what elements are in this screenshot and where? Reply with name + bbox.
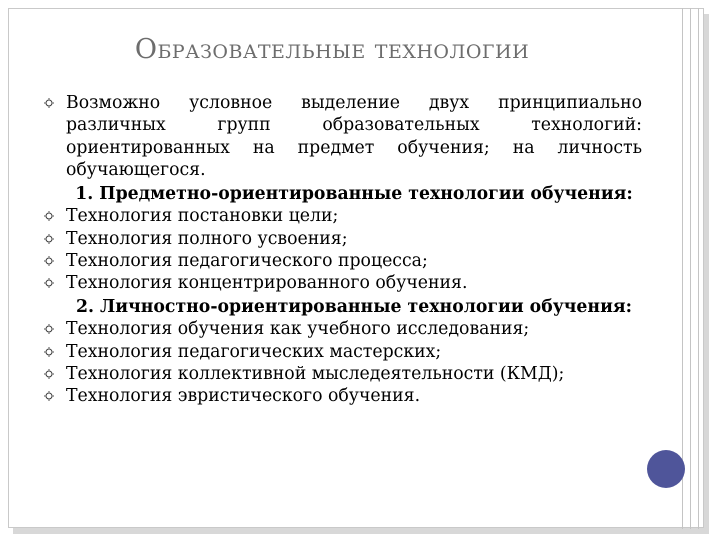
- sun-bullet-icon: [44, 347, 54, 357]
- intro-item: [44, 92, 642, 182]
- decor-rail: [690, 8, 691, 529]
- list-item: [44, 341, 642, 363]
- sun-bullet-icon: [44, 234, 54, 244]
- sun-bullet-icon: [44, 391, 54, 401]
- list-item: [44, 385, 642, 407]
- group2-heading: 2. Личностно-ориентированные технологии обучения:: [75, 296, 633, 317]
- decor-rail: [682, 8, 683, 529]
- intro-text: Возможно условное выделение двух принципиально различных групп образовательных технологий: ориентированных на предмет обучения; на личность обучающегося.: [66, 93, 642, 181]
- list-item-text: Технология обучения как учебного исследования;: [66, 319, 530, 340]
- list-item-text: Технология педагогического процесса;: [66, 250, 428, 271]
- sun-bullet-icon: [44, 256, 54, 266]
- list-item-text: Технология постановки цели;: [66, 206, 339, 227]
- sun-bullet-icon: [44, 211, 54, 221]
- list-item: [44, 250, 642, 272]
- slide-title: Образовательные технологии: [134, 34, 530, 65]
- list-item-text: Технология концентрированного обучения.: [66, 273, 468, 294]
- list-item: [44, 272, 642, 294]
- circle-decoration: [647, 450, 685, 488]
- sun-bullet-icon: [44, 278, 54, 288]
- group1-heading: 1. Предметно-ориентированные технологии обучения:: [75, 183, 633, 204]
- list-item-text: Технология педагогических мастерских;: [66, 341, 442, 362]
- list-item-text: Технология коллективной мыследеятельности (КМД);: [66, 364, 565, 385]
- slide-content: [44, 92, 642, 408]
- sun-bullet-icon: [44, 324, 54, 334]
- list-item: [44, 318, 642, 340]
- decor-rail: [698, 8, 699, 529]
- list-item: [44, 363, 642, 385]
- list-item: [44, 205, 642, 227]
- list-item-text: Технология эвристического обучения.: [66, 386, 421, 407]
- sun-bullet-icon: [44, 98, 54, 108]
- list-item: [44, 228, 642, 250]
- sun-bullet-icon: [44, 369, 54, 379]
- list-item-text: Технология полного усвоения;: [66, 228, 348, 249]
